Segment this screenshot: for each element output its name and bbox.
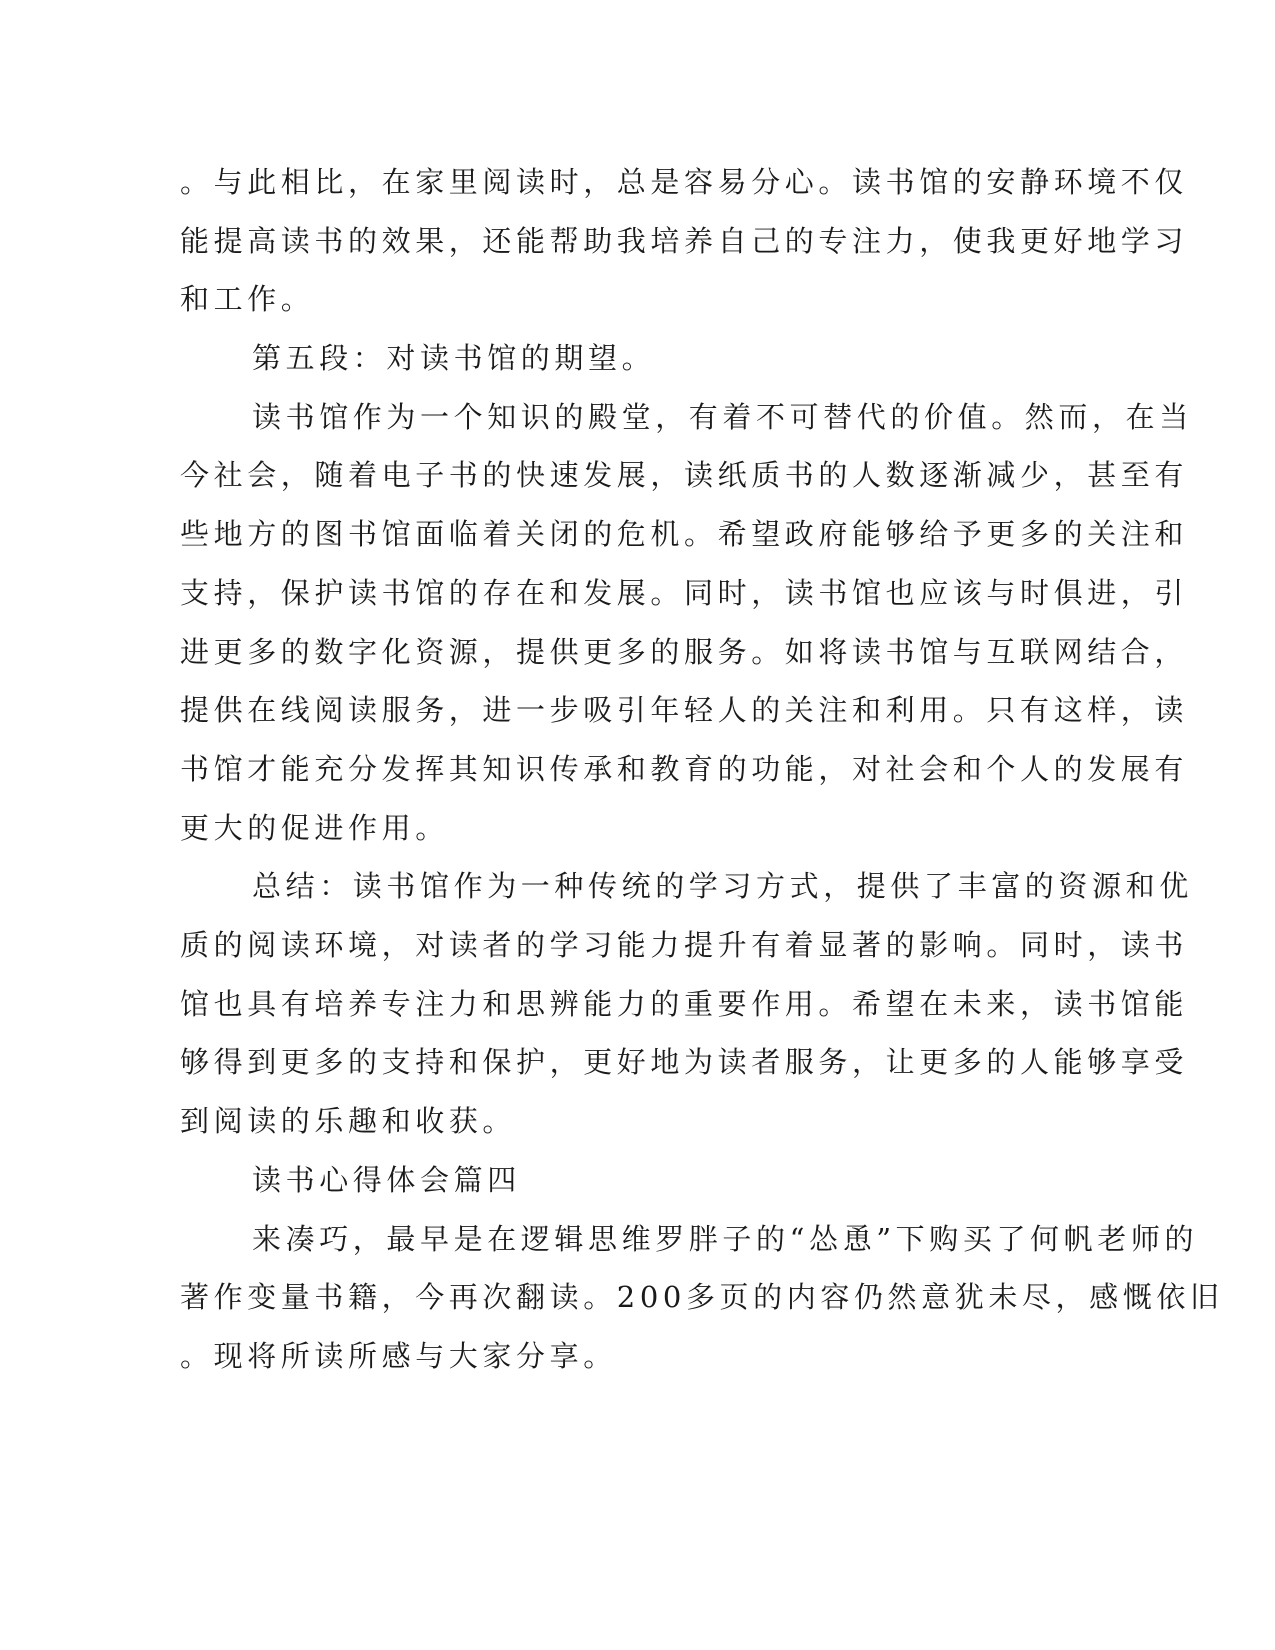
text-line: 更大的促进作用。 — [180, 811, 449, 845]
text-line: 些地方的图书馆面临着关闭的危机。希望政府能够给予更多的关注和 — [180, 517, 1189, 551]
text-line: 馆也具有培养专注力和思辨能力的重要作用。希望在未来，读书馆能 — [180, 987, 1189, 1021]
text-line: 读书馆作为一个知识的殿堂，有着不可替代的价值。然而，在当 — [252, 400, 1193, 434]
text-line: 够得到更多的支持和保护，更好地为读者服务，让更多的人能够享受 — [180, 1045, 1189, 1079]
section-heading: 第五段：对读书馆的期望。 — [252, 341, 656, 375]
text-line: 质的阅读环境，对读者的学习能力提升有着显著的影响。同时，读书 — [180, 928, 1189, 962]
text-line: 。现将所读所感与大家分享。 — [180, 1339, 617, 1373]
text-line: 来凑巧，最早是在逻辑思维罗胖子的“怂恿”下购买了何帆老师的 — [252, 1222, 1199, 1256]
text-line: 支持，保护读书馆的存在和发展。同时，读书馆也应该与时俱进，引 — [180, 576, 1189, 610]
text-line: 书馆才能充分发挥其知识传承和教育的功能，对社会和个人的发展有 — [180, 752, 1189, 786]
text-line: 和工作。 — [180, 282, 315, 316]
text-line: 今社会，随着电子书的快速发展，读纸质书的人数逐渐减少，甚至有 — [180, 458, 1189, 492]
text-line: 进更多的数字化资源，提供更多的服务。如将读书馆与互联网结合， — [180, 635, 1189, 669]
text-line: 到阅读的乐趣和收获。 — [180, 1104, 517, 1138]
text-line: 提供在线阅读服务，进一步吸引年轻人的关注和利用。只有这样，读 — [180, 693, 1189, 727]
section-heading: 读书心得体会篇四 — [252, 1163, 521, 1197]
text-line: 能提高读书的效果，还能帮助我培养自己的专注力，使我更好地学习 — [180, 224, 1189, 258]
text-line: 总结：读书馆作为一种传统的学习方式，提供了丰富的资源和优 — [252, 869, 1193, 903]
text-line: 。与此相比，在家里阅读时，总是容易分心。读书馆的安静环境不仅 — [180, 165, 1189, 199]
text-line: 著作变量书籍，今再次翻读。200多页的内容仍然意犹未尽，感慨依旧 — [180, 1280, 1224, 1314]
